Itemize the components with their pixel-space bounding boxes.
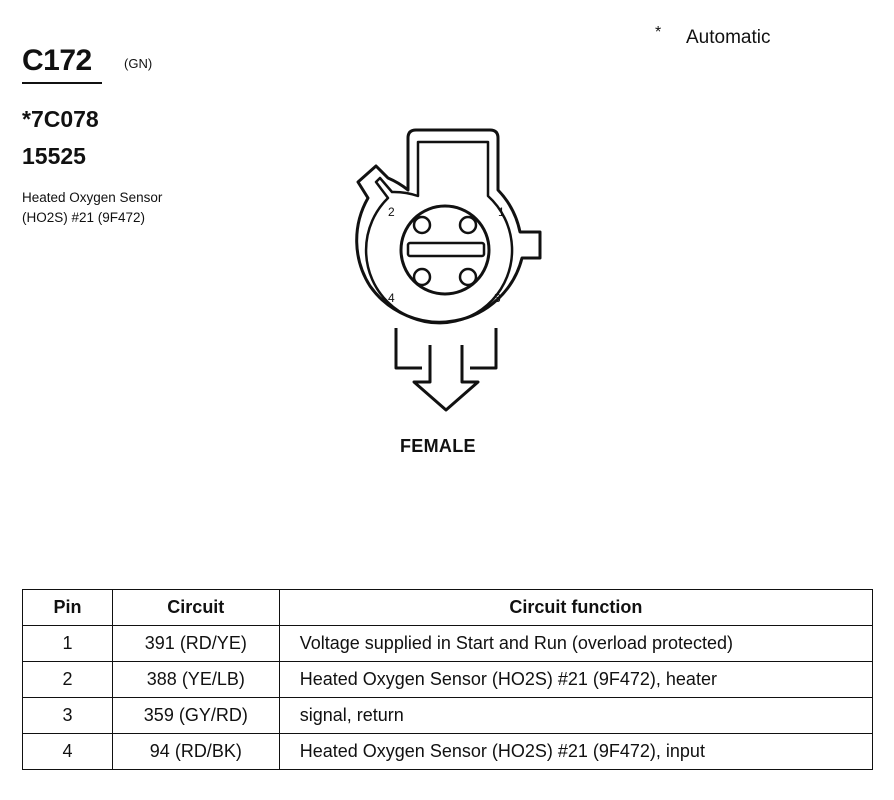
connector-face-diagram <box>330 120 570 420</box>
cell-circuit: 391 (RD/YE) <box>112 626 279 662</box>
table-row <box>23 662 873 698</box>
cell-function: Heated Oxygen Sensor (HO2S) #21 (9F472), input <box>279 734 872 770</box>
header-circuit-function: Circuit function <box>279 590 872 626</box>
connector-id: C172 <box>22 44 92 77</box>
table-row <box>23 734 873 770</box>
connector-color: (GN) <box>124 56 153 71</box>
description-line-2: (HO2S) #21 (9F472) <box>22 210 146 225</box>
pin-label-1: 1 <box>498 205 505 219</box>
pin-4-socket <box>414 269 430 285</box>
table-row <box>23 626 873 662</box>
cell-circuit: 359 (GY/RD) <box>112 698 279 734</box>
wire-exit-arrow <box>414 345 478 410</box>
cell-pin: 4 <box>23 734 113 770</box>
part-number-1: *7C078 <box>22 106 99 132</box>
table-header-row <box>23 590 873 626</box>
key-slot <box>408 243 484 256</box>
cell-pin: 3 <box>23 698 113 734</box>
part-number-2: 15525 <box>22 143 86 169</box>
header-circuit: Circuit <box>112 590 279 626</box>
description-line-1: Heated Oxygen Sensor <box>22 190 163 205</box>
wire-exit-tab-left <box>396 328 422 368</box>
cell-function: Heated Oxygen Sensor (HO2S) #21 (9F472), heater <box>279 662 872 698</box>
pin-label-3: 3 <box>494 291 501 305</box>
legend-symbol: * <box>655 24 662 41</box>
pin-2-socket <box>414 217 430 233</box>
table-row <box>23 698 873 734</box>
wire-exit-tab-right <box>470 328 496 368</box>
pin-1-socket <box>460 217 476 233</box>
header-pin: Pin <box>23 590 113 626</box>
cell-function: Voltage supplied in Start and Run (overload protected) <box>279 626 872 662</box>
legend-text: Automatic <box>686 27 771 48</box>
cell-pin: 1 <box>23 626 113 662</box>
pin-3-socket <box>460 269 476 285</box>
cell-circuit: 94 (RD/BK) <box>112 734 279 770</box>
pin-label-2: 2 <box>388 205 395 219</box>
connector-gender-label: FEMALE <box>400 436 476 456</box>
cell-pin: 2 <box>23 662 113 698</box>
cell-circuit: 388 (YE/LB) <box>112 662 279 698</box>
pin-label-4: 4 <box>388 291 395 305</box>
connector-id-underline <box>22 82 102 84</box>
cell-function: signal, return <box>279 698 872 734</box>
pin-table <box>22 589 873 770</box>
